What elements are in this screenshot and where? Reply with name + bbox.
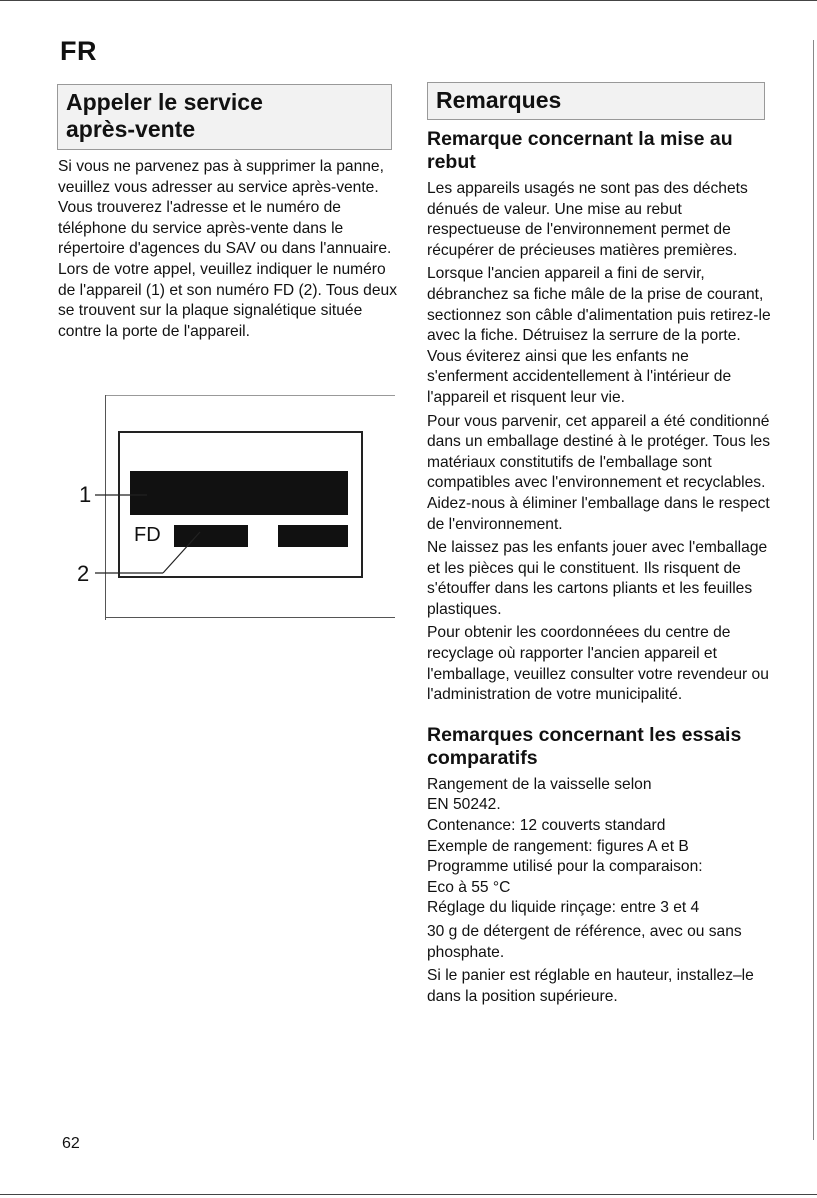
- section-title-remarks: Remarques: [436, 87, 562, 113]
- tests-line-7: Réglage du liquide rinçage: entre 3 et 4: [427, 899, 700, 917]
- heading-comparative-tests: Remarques concernant les essais comparatifs: [427, 723, 742, 769]
- disposal-paragraph-4: Ne laissez pas les enfants jouer avec l'emballage et les pièces qui le constituent. Ils risquent de s'étouffer dans les cartons pliants et les feuilles plastiques.: [427, 539, 768, 618]
- tests-paragraph-8: 30 g de détergent de référence, avec ou sans phosphate.: [427, 923, 742, 961]
- callout-2: 2: [77, 561, 90, 586]
- scan-edge-bottom: [0, 1194, 817, 1195]
- disposal-paragraph-2: Lorsque l'ancien appareil a fini de servir, débranchez sa fiche mâle de la prise de courant, sectionnez son câble d'alimentation puis retirez-le avec la fiche. Détruisez la serrure de la porte. Vous éviterez ainsi que les enfants ne s'enferment accidentellement à l'intérieur de l'appareil et risquent leur vie.: [427, 265, 771, 406]
- tests-line-3: Contenance: 12 couverts standard: [427, 817, 666, 835]
- section-header-remarks: [427, 82, 765, 120]
- tests-line-2: EN 50242.: [427, 796, 501, 814]
- disposal-paragraph-3: Pour vous parvenir, cet appareil a été conditionné dans un emballage destiné à le protéger. Tous les matériaux constitutifs de l'emballage sont compatibles avec l'environnement et recyclables. Aidez-nous à éliminer l'emballage dans le respect de l'environnement.: [427, 412, 771, 533]
- section-header-service: [57, 84, 392, 150]
- section-title-line-2: après-vente: [66, 116, 196, 142]
- callout-leader-lines: [75, 395, 395, 620]
- tests-line-1: Rangement de la vaisselle selon: [427, 775, 652, 793]
- section-title-service: [66, 89, 263, 143]
- scan-edge-right: [813, 40, 814, 1140]
- callout-1: 1: [79, 482, 92, 507]
- rating-plate-figure: [75, 395, 395, 620]
- language-code: FR: [60, 36, 97, 66]
- disposal-paragraph-1: Les appareils usagés ne sont pas des déchets dénués de valeur. Une mise au rebut respectueuse de l'environnement permet de récupérer de précieuses matières premières.: [427, 180, 748, 259]
- scan-edge-top: [0, 0, 817, 1]
- tests-line-6: Eco à 55 °C: [427, 878, 511, 896]
- right-column: [427, 128, 772, 1007]
- left-column: [58, 157, 398, 342]
- section-title-line-1: Appeler le service: [66, 89, 263, 115]
- disposal-paragraph-5: Pour obtenir les coordonnéees du centre de recyclage où rapporter l'ancien appareil et l'emballage, veuillez consulter votre revendeur ou l'administration de votre municipalité.: [427, 624, 769, 704]
- tests-line-5: Programme utilisé pour la comparaison:: [427, 858, 703, 876]
- tests-paragraph-9: Si le panier est réglable en hauteur, installez–le dans la position supérieure.: [427, 967, 754, 1005]
- heading-disposal: Remarque concernant la mise au rebut: [427, 128, 733, 173]
- fd-label: FD: [134, 524, 161, 546]
- tests-line-4: Exemple de rangement: figures A et B: [427, 837, 689, 855]
- page-number: 62: [62, 1135, 80, 1152]
- service-paragraph: Si vous ne parvenez pas à supprimer la panne, veuillez vous adresser au service après-vente. Vous trouverez l'adresse et le numéro de téléphone du service après-vente dans le répertoire d'agences du SAV ou dans l'annuaire. Lors de votre appel, veuillez indiquer le numéro de l'appareil (1) et son numéro FD (2). Tous deux se trouvent sur la plaque signalétique située contre la porte de l'appareil.: [58, 158, 397, 340]
